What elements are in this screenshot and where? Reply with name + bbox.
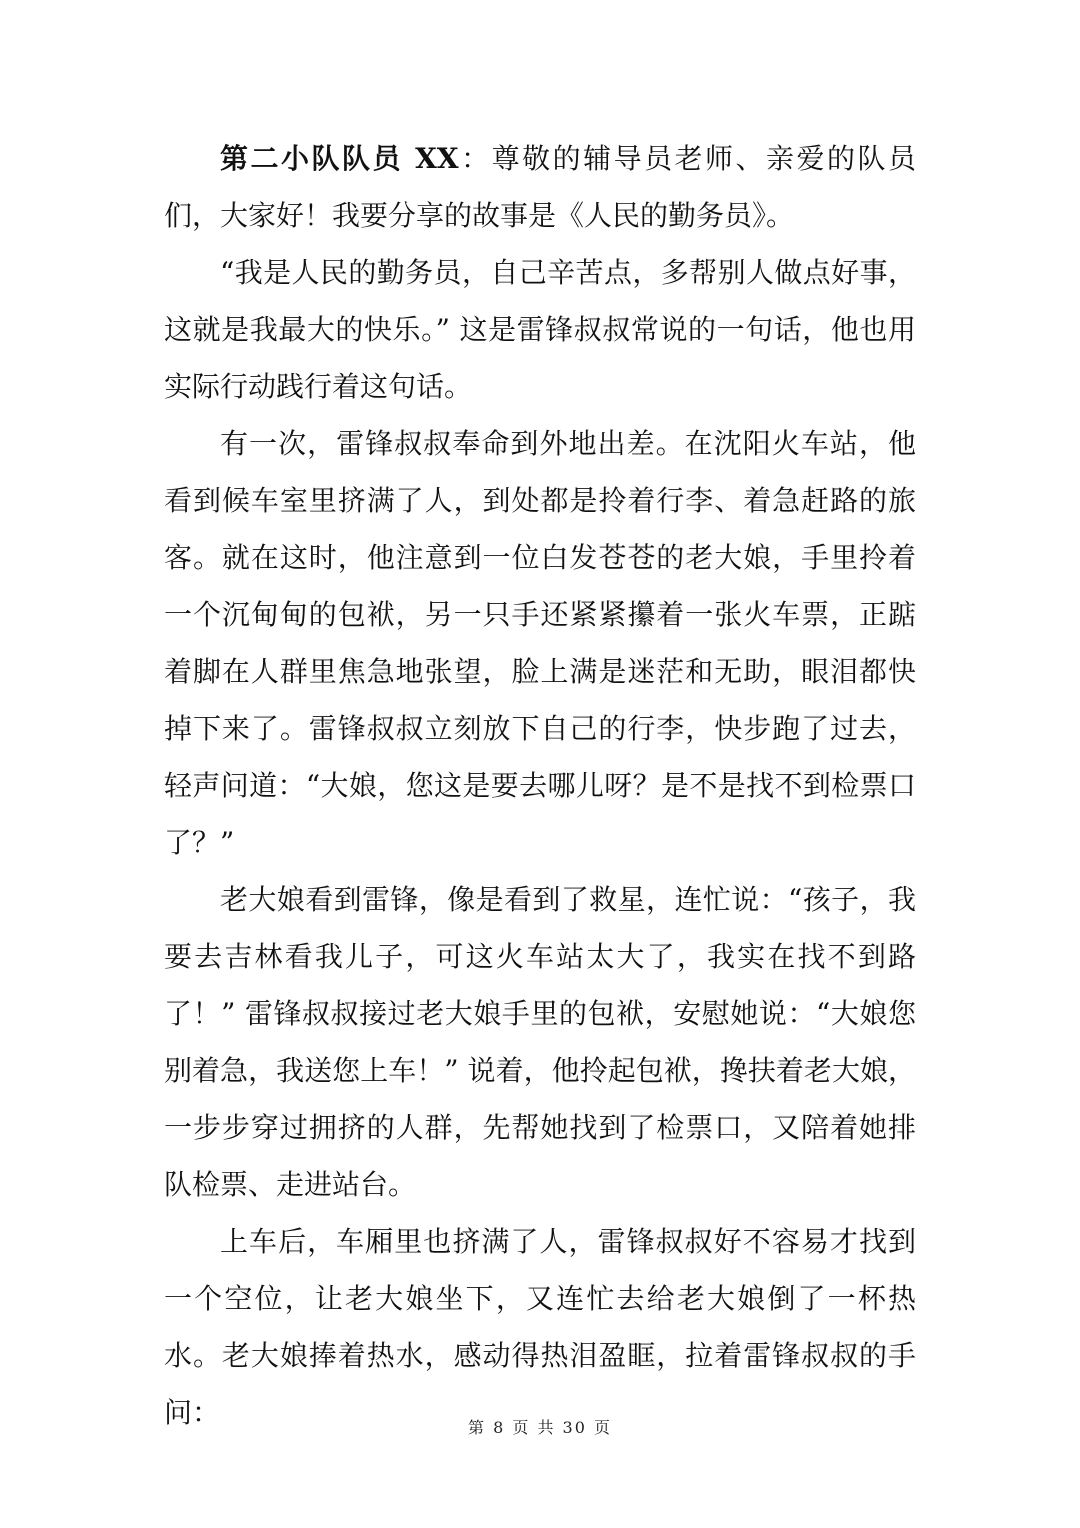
page-footer: 第 8 页 共 30 页 [468,1418,612,1437]
paragraph-2: “我是人民的勤务员，自己辛苦点，多帮别人做点好事，这就是我最大的快乐。” 这是雷锋叔叔常说的一句话，他也用实际行动践行着这句话。 [164,256,916,403]
body-text [164,130,916,1441]
speaker-label: 第二小队队员 XX [220,142,459,175]
paragraph-5: 上车后，车厢里也挤满了人，雷锋叔叔好不容易才找到一个空位，让老大娘坐下，又连忙去给老大娘倒了一杯热水。老大娘捧着热水，感动得热泪盈眶，拉着雷锋叔叔的手问： [164,1225,916,1429]
paragraph-4: 老大娘看到雷锋，像是看到了救星，连忙说：“孩子，我要去吉林看我儿子，可这火车站太大了，我实在找不到路了！” 雷锋叔叔接过老大娘手里的包袱，安慰她说：“大娘您别着急，我送您上车！” 说着，他拎起包袱，搀扶着老大娘，一步步穿过拥挤的人群，先帮她找到了检票口，又陪着她排队检票、走进站台。 [164,883,916,1201]
paragraph-1 [164,130,916,244]
paragraph-3: 有一次，雷锋叔叔奉命到外地出差。在沈阳火车站，他看到候车室里挤满了人，到处都是拎着行李、着急赶路的旅客。就在这时，他注意到一位白发苍苍的老大娘，手里拎着一个沉甸甸的包袱，另一只手还紧紧攥着一张火车票，正踮着脚在人群里焦急地张望，脸上满是迷茫和无助，眼泪都快掉下来了。雷锋叔叔立刻放下自己的行李，快步跑了过去，轻声问道：“大娘，您这是要去哪儿呀？是不是找不到检票口了？” [164,427,916,859]
paragraph-1-text: ：尊敬的辅导员老师、亲爱的队员们，大家好！我要分享的故事是《人民的勤务员》。 [164,142,916,232]
